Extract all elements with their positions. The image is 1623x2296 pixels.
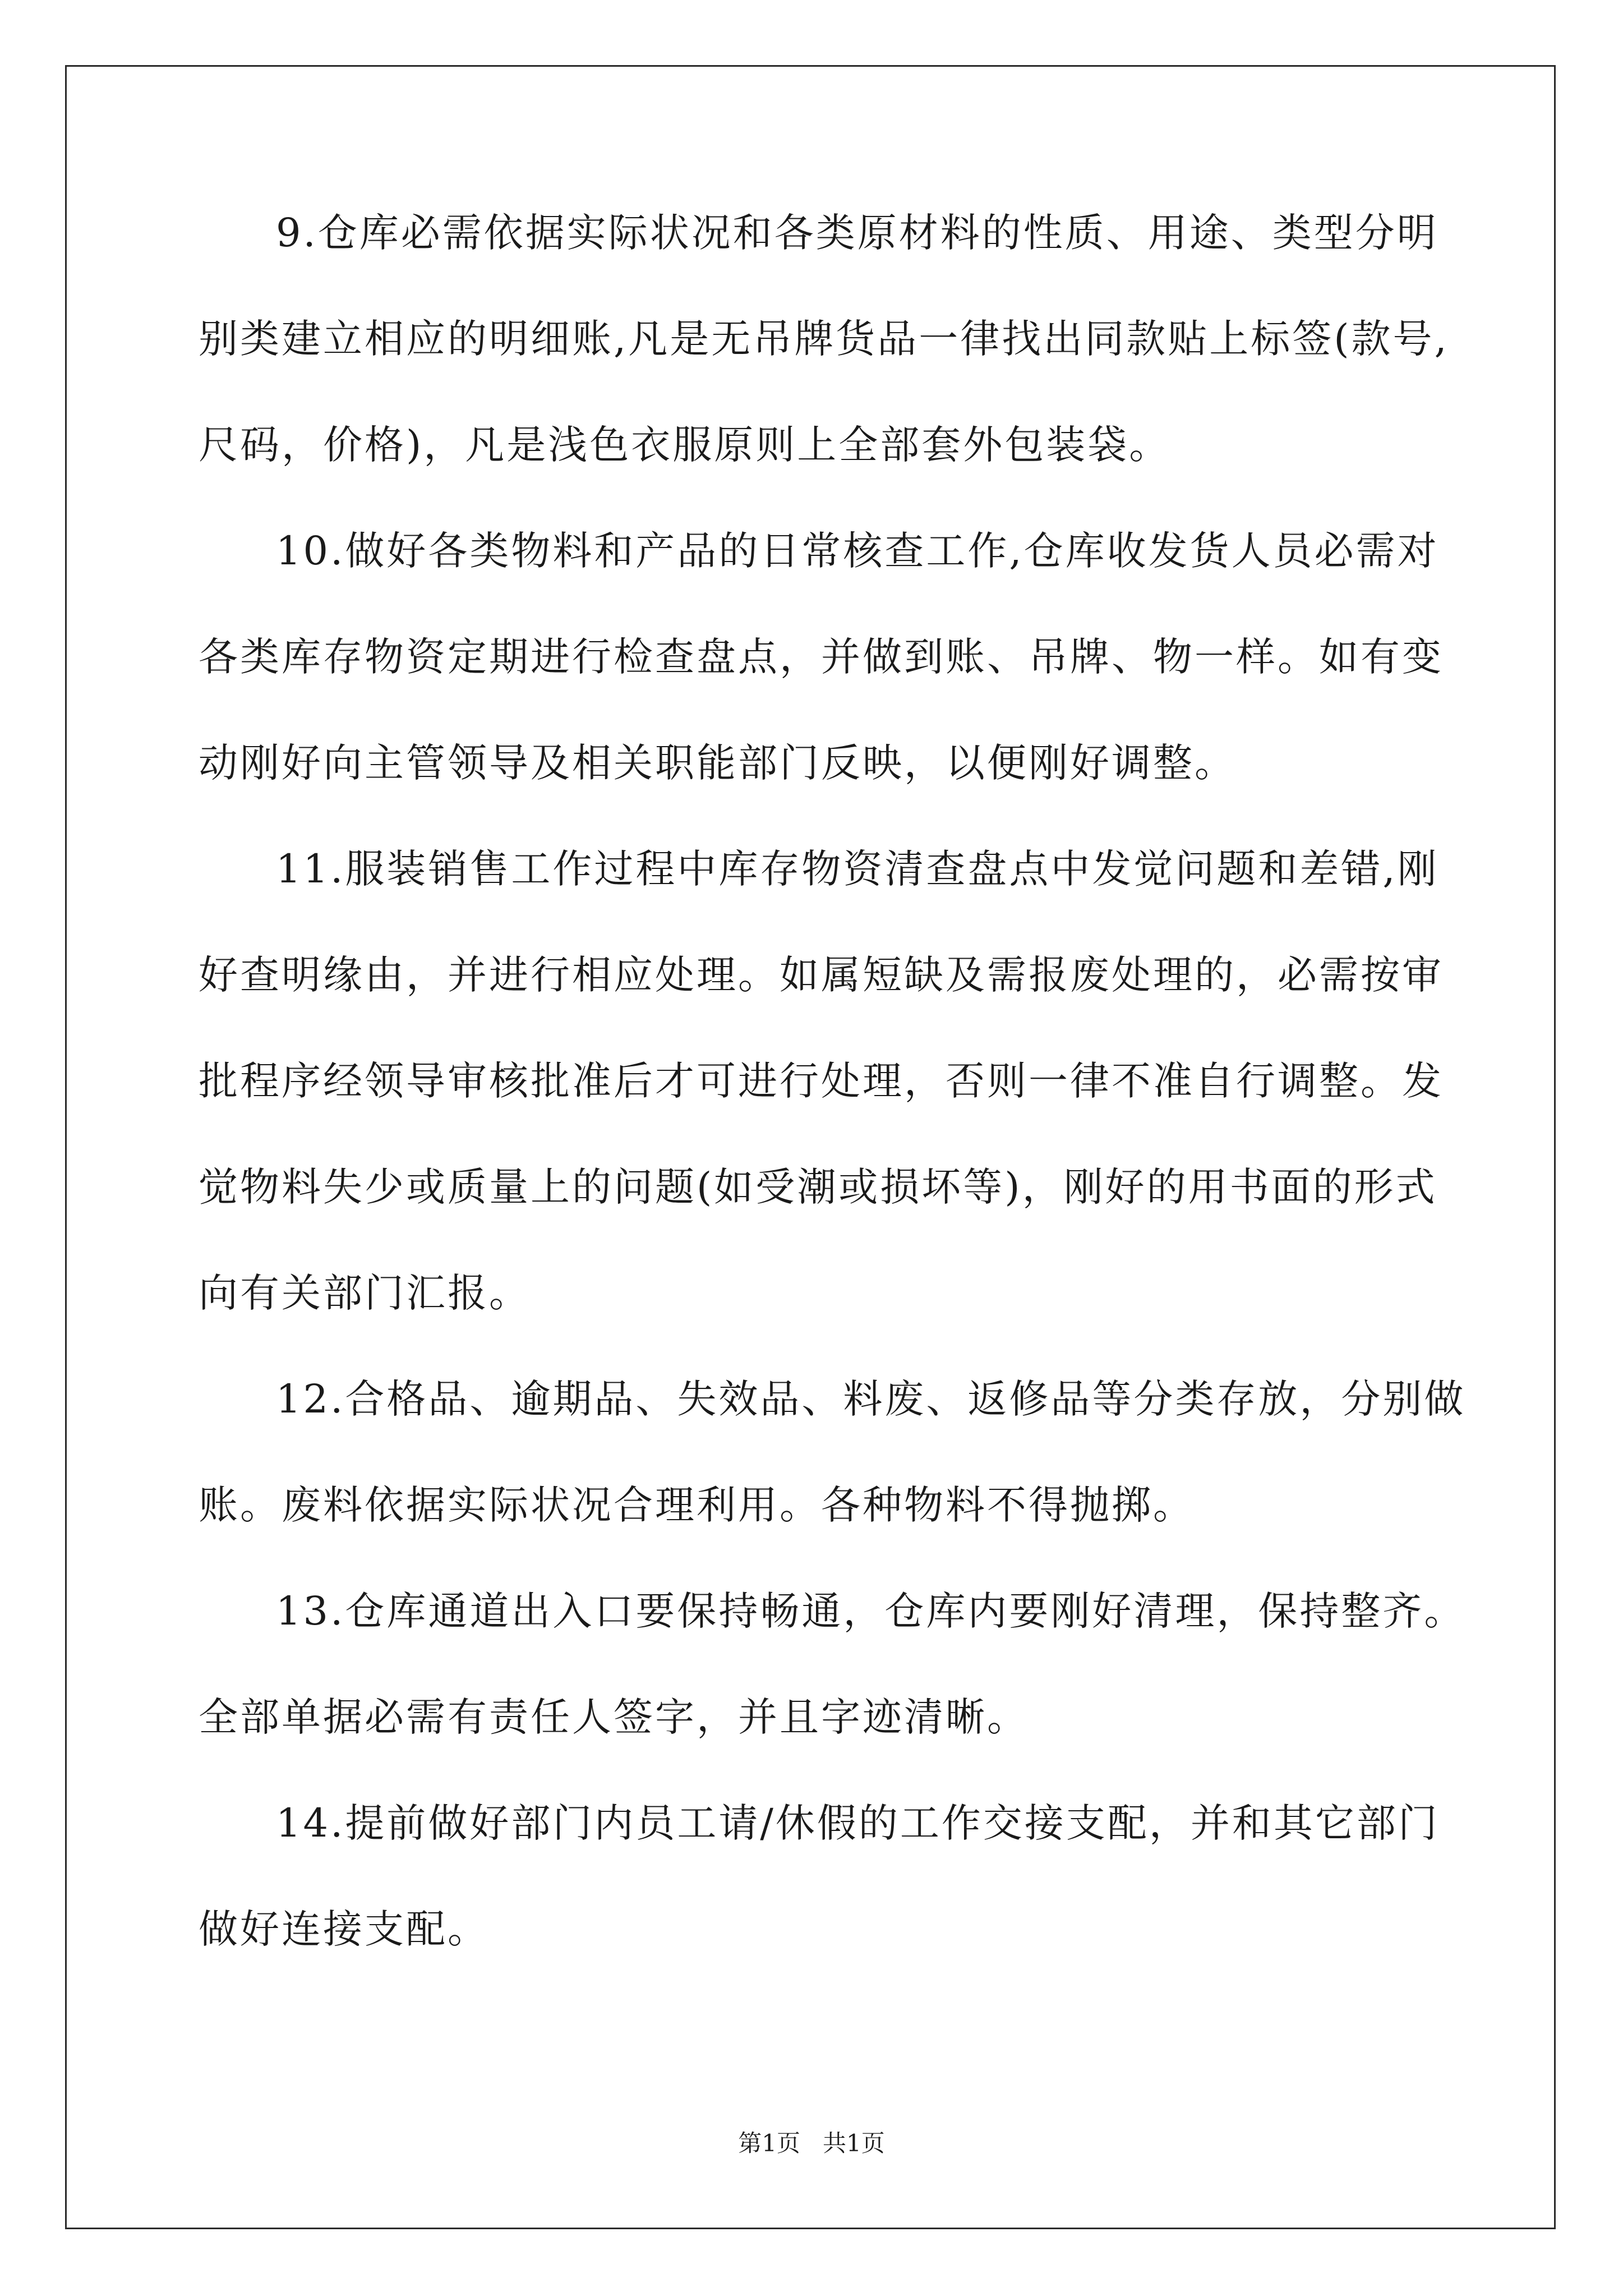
paragraph-text: 觉物料失少或质量上的问题(如受潮或损坏等)，刚好的用书面的形式 <box>199 1164 1437 1210</box>
paragraph-11-line-2 <box>199 952 1477 1061</box>
paragraph-9-line-3 <box>199 422 1477 531</box>
paragraph-text: 合格品、逾期品、失效品、料废、返修品等分类存放，分别做 <box>345 1376 1466 1422</box>
paragraph-13-line-2 <box>199 1694 1477 1803</box>
paragraph-10-line-3 <box>199 740 1477 849</box>
paragraph-text: 做好连接支配。 <box>199 1906 489 1952</box>
paragraph-text: 尺码，价格)，凡是浅色衣服原则上全部套外包装袋。 <box>199 422 1171 468</box>
paragraph-10-line-1 <box>199 528 1477 637</box>
paragraph-10-line-2 <box>199 634 1477 743</box>
paragraph-text: 全部单据必需有责任人签字，并且字迹清晰。 <box>199 1694 1029 1740</box>
page-total-label: 共1页 <box>823 2129 885 2157</box>
paragraph-text: 别类建立相应的明细账,凡是无吊牌货品一律找出同款贴上标签(款号, <box>199 316 1449 362</box>
paragraph-number: 12. <box>276 1376 345 1422</box>
paragraph-12-line-1 <box>199 1376 1477 1485</box>
paragraph-text: 做好各类物料和产品的日常核查工作,仓库收发货人员必需对 <box>345 528 1439 574</box>
paragraph-number: 13. <box>276 1588 345 1634</box>
paragraph-text: 批程序经领导审核批准后才可进行处理，否则一律不准自行调整。发 <box>199 1058 1444 1104</box>
paragraph-text: 提前做好部门内员工请/休假的工作交接支配，并和其它部门 <box>345 1800 1440 1846</box>
paragraph-9-line-1 <box>199 210 1477 319</box>
paragraph-text: 服装销售工作过程中库存物资清查盘点中发觉问题和差错,刚 <box>345 846 1439 892</box>
paragraph-11-line-1 <box>199 846 1477 955</box>
paragraph-14-line-2 <box>199 1906 1477 2016</box>
paragraph-text: 动刚好向主管领导及相关职能部门反映，以便刚好调整。 <box>199 740 1236 786</box>
paragraph-text: 账。废料依据实际状况合理利用。各种物料不得抛掷。 <box>199 1482 1195 1528</box>
paragraph-11-line-3 <box>199 1058 1477 1167</box>
paragraph-number: 9. <box>276 210 318 256</box>
paragraph-text: 好查明缘由，并进行相应处理。如属短缺及需报废处理的，必需按审 <box>199 952 1444 998</box>
paragraph-text: 仓库必需依据实际状况和各类原材料的性质、用途、类型分明 <box>317 210 1438 256</box>
document-body <box>199 210 1477 2016</box>
paragraph-9-line-2 <box>199 316 1477 425</box>
paragraph-text: 仓库通道出入口要保持畅通，仓库内要刚好清理，保持整齐。 <box>345 1588 1466 1634</box>
paragraph-14-line-1 <box>199 1800 1477 1910</box>
paragraph-13-line-1 <box>199 1588 1477 1697</box>
paragraph-number: 14. <box>276 1800 345 1846</box>
paragraph-11-line-5 <box>199 1270 1477 1379</box>
paragraph-number: 11. <box>276 846 345 892</box>
paragraph-text: 各类库存物资定期进行检查盘点，并做到账、吊牌、物一样。如有变 <box>199 634 1444 680</box>
paragraph-12-line-2 <box>199 1482 1477 1591</box>
paragraph-number: 10. <box>276 528 345 574</box>
paragraph-11-line-4 <box>199 1164 1477 1273</box>
paragraph-text: 向有关部门汇报。 <box>199 1270 531 1316</box>
page-number-label: 第1页 <box>738 2129 800 2157</box>
page-footer <box>0 2129 1623 2157</box>
